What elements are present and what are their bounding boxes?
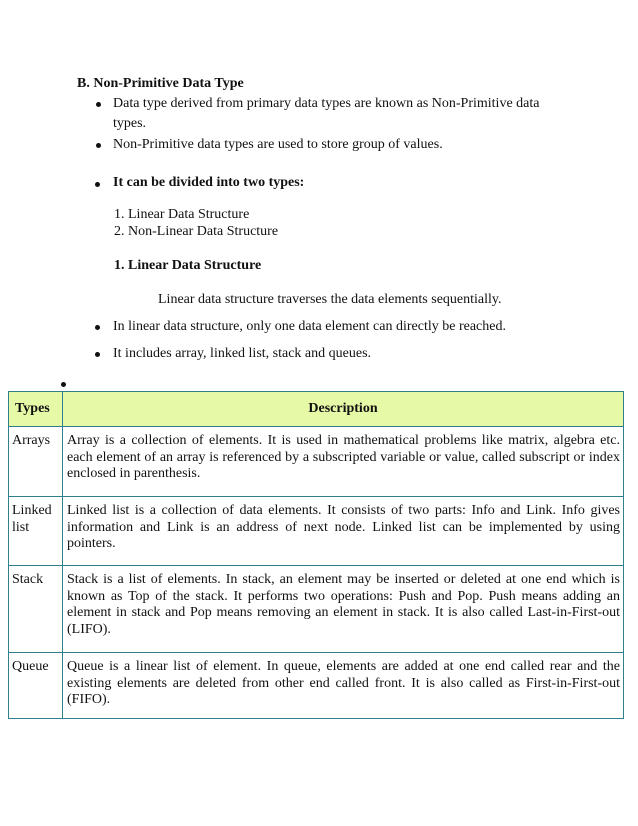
bullet-text: In linear data structure, only one data element can directly be reached.: [113, 319, 506, 334]
bullet-icon: [96, 143, 101, 148]
bullet-text: Data type derived from primary data types are known as Non-Primitive data: [113, 96, 540, 111]
list-item: 1. Linear Data Structure: [114, 207, 250, 222]
bullet-icon: [95, 325, 100, 330]
header-types: Types: [9, 392, 63, 427]
description-cell: Array is a collection of elements. It is used in mathematical problems like matrix, algebra etc. each element of an array is referenced by a subscripted variable or value, called subscript or index enclosed in parenthesis.: [63, 427, 624, 497]
bullet-icon: [96, 102, 101, 107]
table-row: [9, 653, 624, 719]
table-header-row: [9, 392, 624, 427]
sub-text: Linear data structure traverses the data elements sequentially.: [158, 292, 502, 307]
description-cell: Queue is a linear list of element. In queue, elements are added at one end called rear and the existing elements are deleted from other end called front. It is also called as First-in-First-out (FIFO).: [63, 653, 624, 719]
divided-heading: It can be divided into two types:: [113, 175, 305, 190]
type-cell: Arrays: [9, 427, 63, 497]
header-description: Description: [63, 392, 624, 427]
description-cell: Linked list is a collection of data elements. It consists of two parts: Info and Link. Info gives information and Link is an address of next node. Linked list can be implemented by using pointers.: [63, 497, 624, 566]
bullet-icon: [95, 352, 100, 357]
bullet-text-continued: types.: [113, 116, 147, 131]
section-title: B. Non-Primitive Data Type: [77, 76, 244, 91]
description-cell: Stack is a list of elements. In stack, an element may be inserted or deleted at one end which is known as Top of the stack. It performs two operations: Push and Pop. Push means adding an element in stack and Pop means removing an element in stack. It is also called Last-in-First-out (LIFO).: [63, 566, 624, 653]
type-cell: Linked list: [9, 497, 63, 566]
bullet-text: Non-Primitive data types are used to store group of values.: [113, 137, 443, 152]
table-row: [9, 427, 624, 497]
bullet-text: It includes array, linked list, stack and queues.: [113, 346, 372, 361]
type-cell: Queue: [9, 653, 63, 719]
table-row: [9, 497, 624, 566]
list-item: 2. Non-Linear Data Structure: [114, 224, 279, 239]
table-row: [9, 566, 624, 653]
sub-heading: 1. Linear Data Structure: [114, 258, 262, 273]
empty-bullet-icon: [61, 382, 66, 387]
types-table: [8, 391, 624, 719]
type-cell: Stack: [9, 566, 63, 653]
bullet-icon: [95, 182, 100, 187]
